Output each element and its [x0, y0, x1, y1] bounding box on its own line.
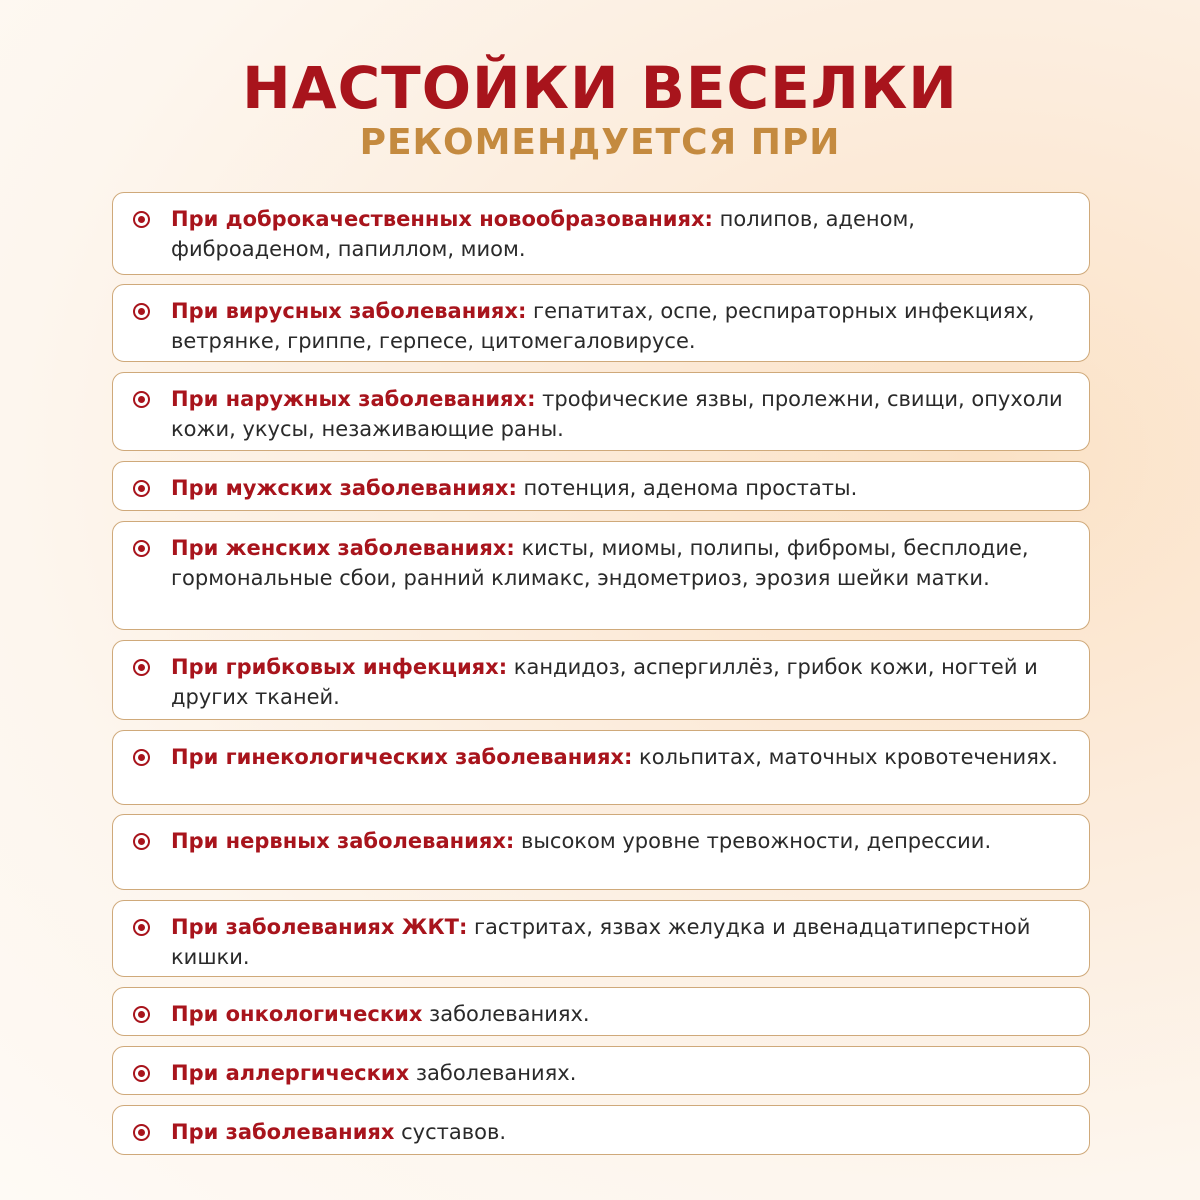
list-item — [112, 900, 1090, 977]
radio-bullet-icon — [133, 919, 150, 936]
list-item — [112, 372, 1090, 451]
list-item — [112, 987, 1090, 1036]
list-item-text — [171, 999, 1076, 1029]
list-item-text — [171, 473, 1076, 503]
list-item-rest: потенция, аденома простаты. — [516, 476, 858, 500]
page-subtitle: РЕКОМЕНДУЕТСЯ ПРИ — [359, 122, 841, 163]
list-item-rest: гепатитах, оспе, респираторных инфекциях, ветрянке, гриппе, герпесе, цитомегаловирусе. — [171, 299, 1035, 353]
list-item — [112, 640, 1090, 720]
radio-bullet-icon — [133, 1006, 150, 1023]
list-item-text — [171, 652, 1076, 712]
list-item-lead: При женских заболеваниях: — [171, 536, 515, 560]
list-item-rest: заболеваниях. — [422, 1002, 590, 1026]
list-item-lead: При вирусных заболеваниях: — [171, 299, 527, 323]
list-item-lead: При доброкачественных новообразованиях: — [171, 207, 713, 231]
list-item-lead: При онкологических — [171, 1002, 423, 1026]
list-item-rest: высоком уровне тревожности, депрессии. — [514, 829, 992, 853]
list-item-text — [171, 742, 1076, 772]
radio-bullet-icon — [133, 211, 150, 228]
list-item-lead: При нервных заболеваниях: — [171, 829, 515, 853]
list-item-text — [171, 204, 1076, 264]
list-item-rest: кольпитах, маточных кровотечениях. — [632, 745, 1058, 769]
list-item-rest: трофические язвы, пролежни, свищи, опухоли кожи, укусы, незаживающие раны. — [171, 387, 1063, 441]
list-item-rest: заболеваниях. — [409, 1061, 577, 1085]
list-item-text — [171, 912, 1076, 972]
list-item — [112, 814, 1090, 890]
radio-bullet-icon — [133, 480, 150, 497]
page-title: НАСТОЙКИ ВЕСЕЛКИ — [242, 54, 958, 122]
list-item-lead: При гинекологических заболеваниях: — [171, 745, 633, 769]
list-item-lead: При заболеваниях — [171, 1120, 395, 1144]
list-item-text — [171, 533, 1076, 593]
list-item-text — [171, 296, 1076, 356]
list-item-lead: При грибковых инфекциях: — [171, 655, 508, 679]
radio-bullet-icon — [133, 833, 150, 850]
radio-bullet-icon — [133, 1124, 150, 1141]
list-item-rest: гастритах, язвах желудка и двенадцатиперстной кишки. — [171, 915, 1031, 969]
list-item-text — [171, 826, 1076, 856]
list-item — [112, 192, 1090, 275]
radio-bullet-icon — [133, 659, 150, 676]
list-item-lead: При аллергических — [171, 1061, 410, 1085]
radio-bullet-icon — [133, 391, 150, 408]
radio-bullet-icon — [133, 303, 150, 320]
list-item-rest: кандидоз, аспергиллёз, грибок кожи, ногтей и других тканей. — [171, 655, 1038, 709]
list-item — [112, 1105, 1090, 1155]
radio-bullet-icon — [133, 749, 150, 766]
list-item-lead: При мужских заболеваниях: — [171, 476, 517, 500]
list-item — [112, 284, 1090, 362]
list-item-rest: кисты, миомы, полипы, фибромы, бесплодие, гормональные сбои, ранний климакс, эндометриоз, эрозия шейки матки. — [171, 536, 1029, 590]
list-item — [112, 730, 1090, 805]
list-item — [112, 461, 1090, 511]
list-item-rest: суставов. — [394, 1120, 507, 1144]
list-item-lead: При заболеваниях ЖКТ: — [171, 915, 468, 939]
list-item-rest: полипов, аденом, фиброаденом, папиллом, миом. — [171, 207, 915, 261]
list-item-text — [171, 1058, 1076, 1088]
list-item-text — [171, 384, 1076, 444]
list-item — [112, 521, 1090, 630]
radio-bullet-icon — [133, 1065, 150, 1082]
list-item-text — [171, 1117, 1076, 1147]
list-item — [112, 1046, 1090, 1095]
radio-bullet-icon — [133, 540, 150, 557]
list-item-lead: При наружных заболеваниях: — [171, 387, 536, 411]
